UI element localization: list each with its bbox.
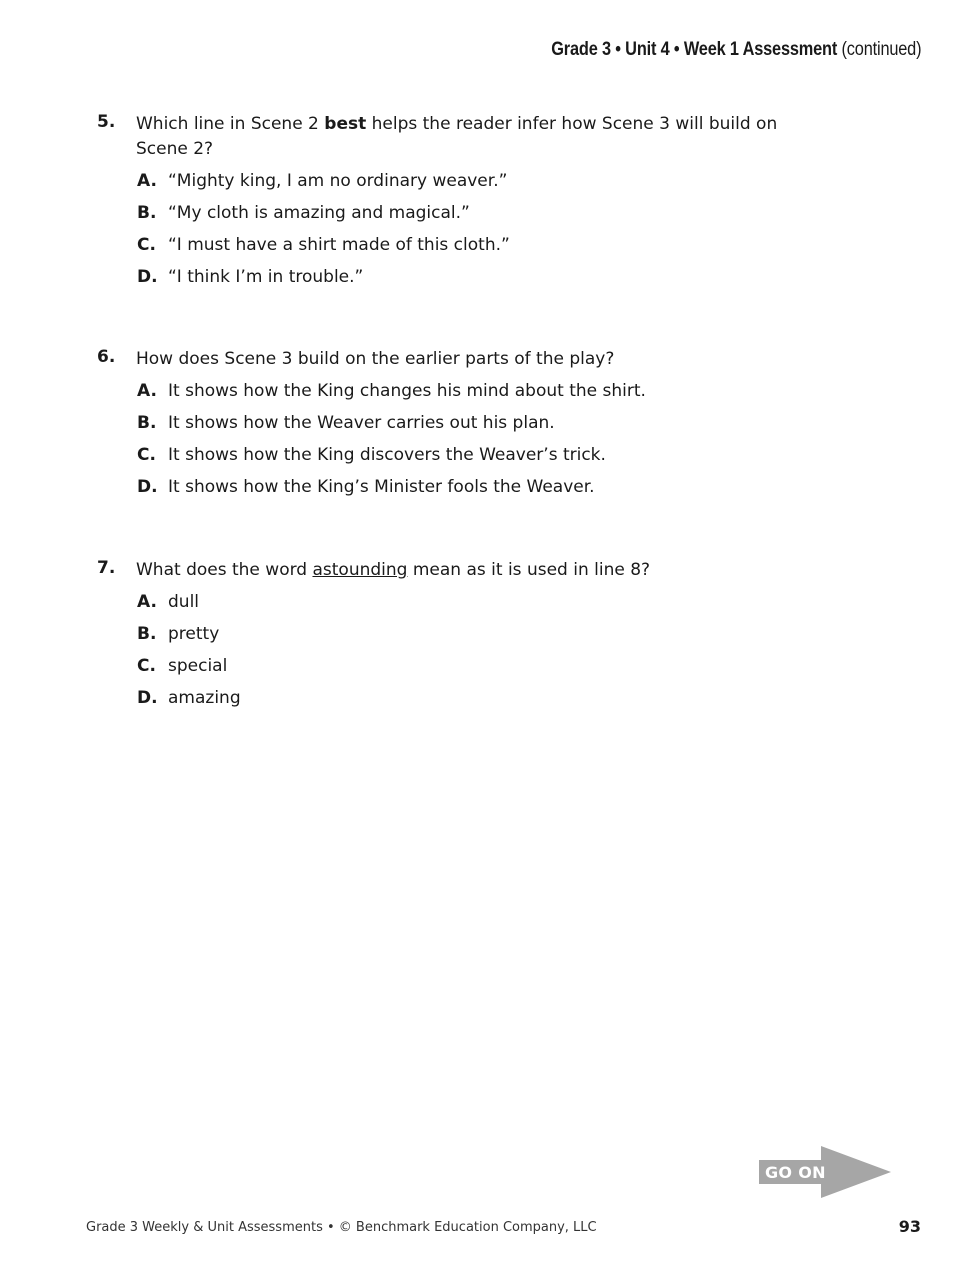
option-b[interactable]: B. It shows how the Weaver carries out his plan. [137,413,555,433]
option-b[interactable]: B. “My cloth is amazing and magical.” [137,203,470,223]
question-7 [97,558,817,718]
option-b[interactable]: B. pretty [137,624,220,644]
vocabulary-word: astounding [312,560,408,580]
question-text: How does Scene 3 build on the earlier parts of the play? [136,349,615,369]
go-on-indicator [759,1146,891,1198]
footer-credit: Grade 3 Weekly & Unit Assessments • © Benchmark Education Company, LLC [86,1220,597,1235]
option-a[interactable]: A. dull [137,592,200,612]
answer-options [137,590,817,711]
page-header [551,39,921,61]
option-c[interactable]: C. special [137,656,228,676]
page-number: 93 [898,1217,921,1236]
header-suffix: (continued) [841,39,921,60]
question-text: What does the word astounding mean as it is used in line 8? [136,560,651,580]
go-on-label: GO ON [765,1163,826,1182]
option-c[interactable]: C. It shows how the King discovers the Weaver’s trick. [137,445,606,465]
question-6 [97,347,817,507]
question-number: 7. [97,558,116,578]
option-c[interactable]: C. “I must have a shirt made of this cloth.” [137,235,510,255]
option-d[interactable]: D. It shows how the King’s Minister fools the Weaver. [137,477,595,497]
answer-options [137,169,817,290]
option-d[interactable]: D. “I think I’m in trouble.” [137,267,364,287]
option-a[interactable]: A. It shows how the King changes his mind about the shirt. [137,381,646,401]
question-text: Which line in Scene 2 best helps the reader infer how Scene 3 will build on Scene 2? [136,114,778,159]
header-title: Grade 3 • Unit 4 • Week 1 Assessment [550,39,837,60]
question-5 [97,112,817,297]
answer-options [137,379,817,500]
question-number: 6. [97,347,116,367]
option-d[interactable]: D. amazing [137,688,241,708]
emphasis-word: best [324,114,367,134]
option-a[interactable]: A. “Mighty king, I am no ordinary weaver.” [137,171,508,191]
question-number: 5. [97,112,116,132]
